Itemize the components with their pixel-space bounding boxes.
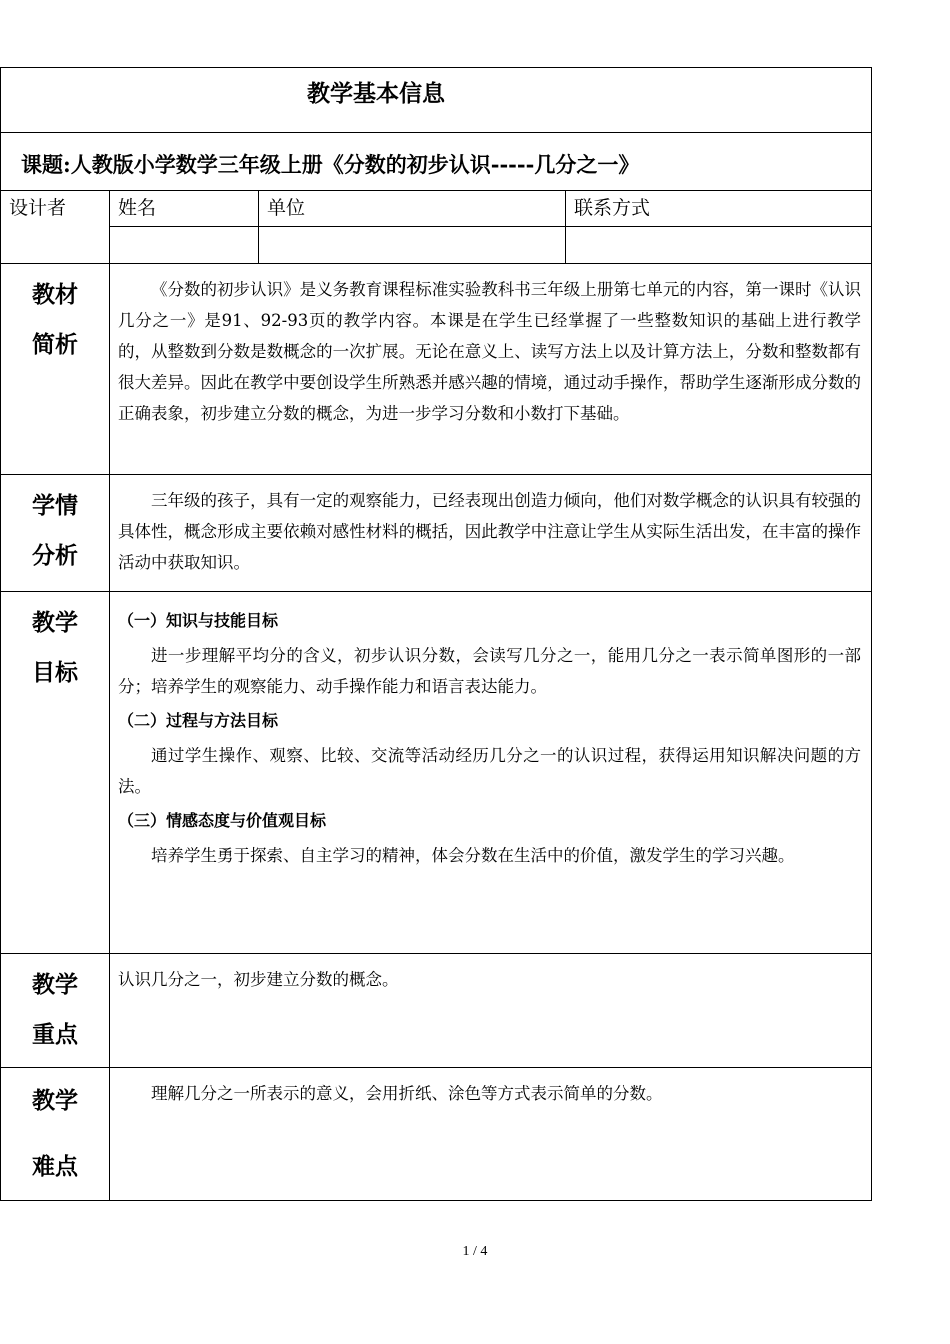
lesson-info-table (0, 67, 872, 1201)
page-footer (0, 1244, 950, 1260)
material-analysis-text: 《分数的初步认识》是义务教育课程标准实验教科书三年级上册第七单元的内容，第一课时《认识几分之一》是91、92-93页的教学内容。本课是在学生已经掌握了一些整数知识的基础上进行教学的，从整数到分数是数概念的一次扩展。无论在意义上、读写方法上以及计算方法上，分数和整数都有很大差异。因此在教学中要创设学生所熟悉并感兴趣的情境，通过动手操作，帮助学生逐渐形成分数的正确表象，初步建立分数的概念，为进一步学习分数和小数打下基础。 (118, 280, 861, 423)
contact-column-header: 联系方式 (566, 191, 872, 227)
name-value-cell (110, 227, 259, 264)
difficulty-content (110, 1068, 872, 1201)
designer-label: 设计者 (1, 191, 110, 264)
name-column-header: 姓名 (110, 191, 259, 227)
table-title: 教学基本信息 (307, 80, 445, 107)
contact-value-cell (566, 227, 872, 264)
key-point-text: 认识几分之一，初步建立分数的概念。 (118, 970, 399, 989)
material-analysis-content (110, 264, 872, 475)
student-analysis-content (110, 475, 872, 592)
page-number: 1 / 4 (462, 1244, 488, 1259)
unit-column-header: 单位 (259, 191, 566, 227)
goal-emotion-text: 培养学生勇于探索、自主学习的精神，体会分数在生活中的价值，激发学生的学习兴趣。 (151, 846, 795, 865)
goal-process-title: （二）过程与方法目标 (118, 711, 279, 730)
table-title-cell (1, 68, 872, 133)
difficulty-label: 教学 难点 (1, 1068, 110, 1201)
unit-value-cell (259, 227, 566, 264)
key-point-content (110, 954, 872, 1068)
student-analysis-label: 学情 分析 (1, 475, 110, 592)
goal-process-text: 通过学生操作、观察、比较、交流等活动经历几分之一的认识过程，获得运用知识解决问题的方法。 (118, 746, 861, 796)
goal-knowledge-text: 进一步理解平均分的含义，初步认识分数，会读写几分之一，能用几分之一表示简单图形的一部分；培养学生的观察能力、动手操作能力和语言表达能力。 (118, 646, 861, 696)
subject-cell (1, 133, 872, 191)
material-analysis-label: 教材 简析 (1, 264, 110, 475)
goal-knowledge-title: （一）知识与技能目标 (118, 611, 279, 630)
goal-emotion-title: （三）情感态度与价值观目标 (118, 811, 327, 830)
difficulty-text: 理解几分之一所表示的意义，会用折纸、涂色等方式表示简单的分数。 (151, 1084, 663, 1103)
teaching-goals-label: 教学 目标 (1, 592, 110, 954)
student-analysis-text: 三年级的孩子，具有一定的观察能力，已经表现出创造力倾向，他们对数学概念的认识具有较强的具体性，概念形成主要依赖对感性材料的概括，因此教学中注意让学生从实际生活出发，在丰富的操作活动中获取知识。 (118, 491, 861, 572)
key-point-label: 教学 重点 (1, 954, 110, 1068)
teaching-goals-content (110, 592, 872, 954)
lesson-subject: 课题:人教版小学数学三年级上册《分数的初步认识-----几分之一》 (21, 152, 640, 177)
